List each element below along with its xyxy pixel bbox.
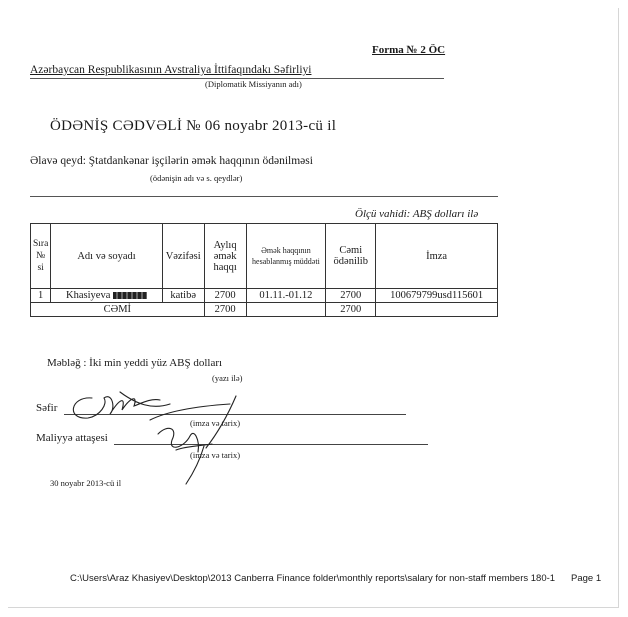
row-name-cell [51, 289, 162, 303]
amount-caption: (yazı ilə) [212, 373, 243, 383]
row-number: 1 [31, 289, 51, 303]
ambassador-signature-line [64, 414, 406, 415]
payment-table [30, 223, 498, 317]
row-name: Khasiyeva [66, 290, 111, 301]
col-header-position: Vəzifəsi [162, 224, 204, 289]
redaction-mark [113, 292, 147, 299]
row-position: katibə [162, 289, 204, 303]
col-header-number: Sıra № si [31, 224, 51, 289]
row-total: 2700 [326, 289, 376, 303]
attache-caption: (imza və tarix) [190, 450, 241, 460]
attache-signature-line [114, 444, 428, 445]
col-header-total: Cəmi ödənilib [326, 224, 376, 289]
total-signature-empty [376, 303, 498, 317]
unit-of-measure: Ölçü vahidi: ABŞ dolları ilə [355, 208, 479, 220]
col-header-name: Adı və soyadı [51, 224, 162, 289]
ambassador-caption: (imza və tarix) [190, 418, 241, 428]
file-path-footer: C:\Users\Araz Khasiyev\Desktop\2013 Canberra Finance folder\monthly reports\salary for non-staff members 180-1 [70, 573, 556, 584]
embassy-name: Azərbaycan Respublikasının Avstraliya İttifaqındakı Səfirliyi [30, 64, 312, 76]
amount-in-words: Məbləğ : İki min yeddi yüz ABŞ dolları [47, 357, 223, 369]
table-row [31, 289, 498, 303]
embassy-caption: (Diplomatik Missiyanın adı) [205, 79, 302, 89]
total-salary: 2700 [204, 303, 246, 317]
row-period: 01.11.-01.12 [246, 289, 326, 303]
note-rule [30, 196, 498, 197]
form-number: Forma № 2 ÖC [372, 44, 446, 56]
total-total: 2700 [326, 303, 376, 317]
total-row [31, 303, 498, 317]
ambassador-label: Səfir [36, 402, 58, 414]
col-header-period: Əmək haqqının hesablanmış müddəti [246, 224, 326, 289]
document-title: ÖDƏNİŞ CƏDVƏLİ № 06 noyabr 2013-cü il [50, 118, 337, 134]
row-signature: 100679799usd115601 [376, 289, 498, 303]
attache-label: Maliyyə attaşesi [36, 432, 108, 444]
row-salary: 2700 [204, 289, 246, 303]
total-label: CƏMİ [31, 303, 205, 317]
col-header-signature: İmza [376, 224, 498, 289]
document-date: 30 noyabr 2013-cü il [50, 478, 122, 488]
additional-note: Əlavə qeyd: Ştatdankənar işçilərin əmək haqqının ödənilməsi [30, 155, 313, 167]
page-number: Page 1 [571, 573, 602, 584]
table-header-row [31, 224, 498, 289]
total-period-empty [246, 303, 326, 317]
col-header-salary: Aylıq əmək haqqı [204, 224, 246, 289]
note-caption: (ödənişin adı və s. qeydlər) [150, 173, 243, 183]
